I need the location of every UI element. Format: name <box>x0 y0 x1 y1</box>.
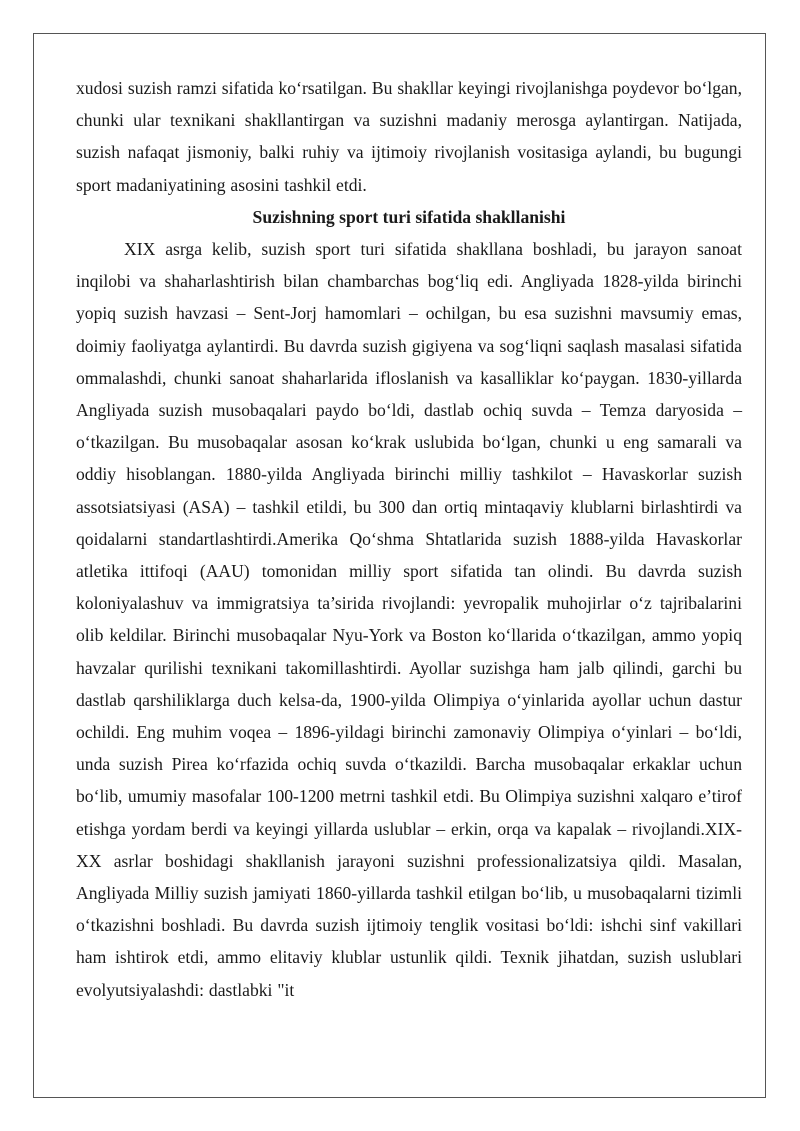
document-body <box>76 72 742 1006</box>
section-paragraph: XIX asrga kelib, suzish sport turi sifatida shakllana boshladi, bu jarayon sanoat inqilobi va shaharlashtirish bilan chambarchas bog‘liq edi. Angliyada 1828-yilda birinchi yopiq suzish havzasi – Sent-Jorj hamomlari – ochilgan, bu esa suzishni mavsumiy emas, doimiy faoliyatga aylantirdi. Bu davrda suzish gigiyena va sog‘liqni saqlash masalasi sifatida ommalashdi, chunki sanoat shaharlarida ifloslanish va kasalliklar ko‘paygan. 1830-yillarda Angliyada suzish musobaqalari paydo bo‘ldi, dastlab ochiq suvda – Temza daryosida – o‘tkazilgan. Bu musobaqalar asosan ko‘krak uslubida bo‘lgan, chunki u eng samarali va oddiy hisoblangan. 1880-yilda Angliyada birinchi milliy tashkilot – Havaskorlar suzish assotsiatsiyasi (ASA) – tashkil etildi, bu 300 dan ortiq mintaqaviy klublarni birlashtirdi va qoidalarni standartlashtirdi.Amerika Qo‘shma Shtatlarida suzish 1888-yilda Havaskorlar atletika ittifoqi (AAU) tomonidan milliy sport sifatida tan olindi. Bu davrda suzish koloniyalashuv va immigratsiya ta’sirida rivojlandi: yevropalik muhojirlar o‘z tajribalarini olib keldilar. Birinchi musobaqalar Nyu-York va Boston ko‘llarida o‘tkazilgan, ammo yopiq havzalar qurilishi texnikani takomillashtirdi. Ayollar suzishga ham jalb qilindi, garchi bu dastlab qarshiliklarga duch kelsa-da, 1900-yilda Olimpiya o‘yinlarida ayollar uchun dastur ochildi. Eng muhim voqea – 1896-yildagi birinchi zamonaviy Olimpiya o‘yinlari – bo‘ldi, unda suzish Pirea ko‘rfazida ochiq suvda o‘tkazildi. Barcha musobaqalar erkaklar uchun bo‘lib, umumiy masofalar 100-1200 metrni tashkil etdi. Bu Olimpiya suzishni xalqaro e’tirof etishga yordam berdi va keyingi yillarda uslublar – erkin, orqa va kapalak – rivojlandi.XIX-XX asrlar boshidagi shakllanish jarayoni suzishni professionalizatsiya qildi. Masalan, Angliyada Milliy suzish jamiyati 1860-yillarda tashkil etilgan bo‘lib, u musobaqalarni tizimli o‘tkazishni boshladi. Bu davrda suzish ijtimoiy tenglik vositasi bo‘ldi: ishchi sinf vakillari ham ishtirok etdi, ammo elitaviy klublar ustunlik qildi. Texnik jihatdan, suzish uslublari evolyutsiyalashdi: dastlabki "it <box>76 239 742 1000</box>
intro-paragraph: xudosi suzish ramzi sifatida ko‘rsatilgan. Bu shakllar keyingi rivojlanishga poydevor bo‘lgan, chunki ular texnikani shakllantirgan va suzishni madaniy merosga aylantirgan. Natijada, suzish nafaqat jismoniy, balki ruhiy va ijtimoiy rivojlanish vositasiga aylandi, bu bugungi sport madaniyatining asosini tashkil etdi. <box>76 78 742 195</box>
section-heading: Suzishning sport turi sifatida shakllanishi <box>252 206 566 227</box>
